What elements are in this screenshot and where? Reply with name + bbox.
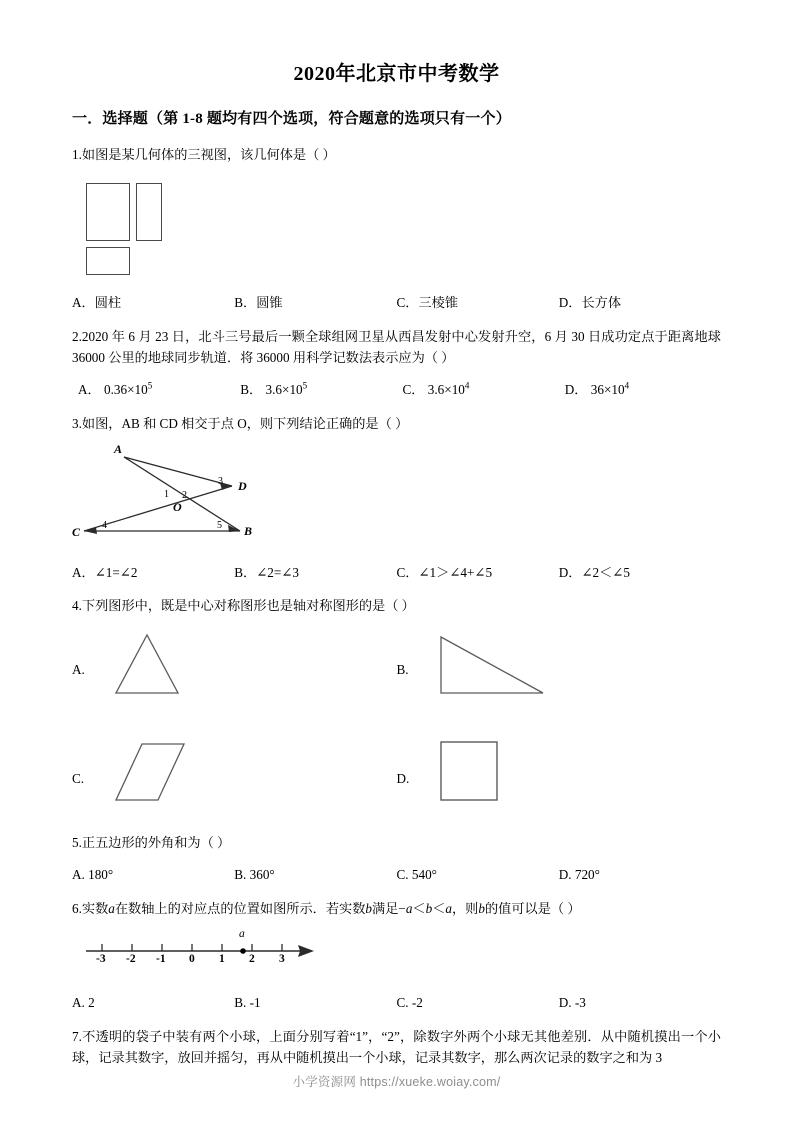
- option-2-b-letter: B．: [240, 382, 263, 398]
- question-6-figure: [72, 925, 721, 981]
- q6-var-a-2: a: [405, 900, 413, 916]
- option-4-b-letter: B.: [396, 662, 409, 678]
- option-2-b-mantissa: 3.6: [265, 382, 283, 398]
- parallelogram-shape: [102, 736, 212, 821]
- option-2-d-letter: D．: [564, 382, 588, 398]
- option-2-c-mantissa: 3.6: [427, 382, 445, 398]
- option-2-b[interactable]: B． $3.6\times 10^5$: [240, 381, 308, 398]
- point-label-o: O: [173, 499, 182, 514]
- option-2-b-base: 10: [289, 382, 303, 398]
- question-4-shape-row-1: [72, 627, 721, 712]
- q6-part-3: 满足: [372, 900, 399, 916]
- footer-watermark: 小学资源网 https://xueke.woiay.com/: [292, 1075, 501, 1089]
- question-3-figure: [72, 439, 721, 551]
- option-2-a[interactable]: A． $0.36\times 10^5$: [78, 381, 153, 398]
- number-line-svg: [72, 925, 332, 981]
- option-4-d-letter: D.: [396, 771, 410, 787]
- option-2-c[interactable]: C． $3.6\times 10^4$: [402, 381, 470, 398]
- q6-var-a-3: a: [445, 900, 452, 916]
- question-6-text: [72, 898, 721, 919]
- angle-label-3: 3: [218, 475, 223, 487]
- question-5-text: 5.正五边形的外角和为（ ）: [72, 834, 231, 850]
- option-4-a-letter: A.: [72, 662, 85, 678]
- point-label-a: A: [114, 441, 123, 456]
- option-5-b[interactable]: B. 360°: [234, 867, 275, 883]
- option-1-b[interactable]: B．圆锥: [234, 294, 283, 310]
- q6-var-a-1: a: [108, 900, 115, 916]
- question-3-text: 3.如图，AB 和 CD 相交于点 O，则下列结论正确的是（ ）: [72, 416, 409, 432]
- number-line-tick-3: 3: [279, 953, 285, 966]
- q6-part-2: 在数轴上的对应点的位置如图所示．若实数: [114, 900, 366, 916]
- number-line-point-label-a: a: [239, 928, 245, 941]
- option-6-c[interactable]: C. -2: [396, 995, 423, 1011]
- isosceles-triangle-shape: [102, 627, 212, 712]
- square-shape: [427, 736, 557, 821]
- option-4-c[interactable]: [72, 736, 397, 821]
- question-1-text: 1.如图是某几何体的三视图，该几何体是（ ）: [72, 146, 336, 162]
- option-4-b[interactable]: [397, 627, 722, 712]
- q6-var-b-3: b: [478, 900, 485, 916]
- number-line-tick-1: 1: [219, 953, 225, 966]
- option-2-d-base: 10: [611, 382, 625, 398]
- q6-var-b-1: b: [365, 900, 373, 916]
- option-2-c-letter: C．: [402, 382, 425, 398]
- option-2-d-exponent: 4: [624, 381, 630, 392]
- point-label-d: D: [238, 478, 247, 493]
- option-5-c[interactable]: C. 540°: [396, 867, 437, 883]
- right-triangle-shape: [427, 627, 557, 712]
- question-5-options: [72, 865, 721, 885]
- angle-label-5: 5: [217, 519, 222, 531]
- page-title: 2020年北京市中考数学: [293, 63, 500, 85]
- option-2-a-letter: A．: [78, 382, 101, 398]
- number-line-tick--1: -1: [156, 953, 166, 966]
- point-label-b: B: [244, 523, 253, 538]
- option-6-d[interactable]: D. -3: [558, 995, 586, 1011]
- question-7-text: 7.不透明的袋子中装有两个小球，上面分别写着“1”，“2”，除数字外两个小球无其他差别．从中随机摸出一个小球，记录其数字，放回并摇匀，再从中随机摸出一个小球，记录其数字，那么两次记录的数字之和为 3: [72, 1029, 721, 1066]
- question-6-options: [72, 993, 721, 1013]
- option-1-c[interactable]: C．三棱锥: [396, 294, 459, 310]
- q6-minus: −: [398, 900, 406, 916]
- number-line-tick--2: -2: [126, 953, 136, 966]
- side-view-rectangle: [136, 183, 162, 241]
- option-4-d[interactable]: [397, 736, 722, 821]
- option-1-d[interactable]: D．长方体: [558, 294, 622, 310]
- option-3-b[interactable]: B．∠2=∠3: [234, 564, 299, 580]
- q6-lt-2: ＜: [432, 900, 446, 916]
- option-2-c-exponent: 4: [464, 381, 470, 392]
- option-1-a[interactable]: A．圆柱: [72, 294, 122, 310]
- section-heading: 一．选择题（第 1-8 题均有四个选项，符合题意的选项只有一个）: [72, 111, 511, 127]
- option-2-a-exponent: 5: [147, 381, 153, 392]
- option-5-d[interactable]: D. 720°: [558, 867, 600, 883]
- question-2-text: 2.2020 年 6 月 23 日，北斗三号最后一颗全球组网卫星从西昌发射中心发射升空，6 月 30 日成功定点于距离地球 36000 公里的地球同步轨道．将 36000 用科学记数法表示应为（ ）: [72, 328, 721, 366]
- front-view-rectangle: [86, 183, 130, 241]
- q6-lt-1: ＜: [412, 900, 426, 916]
- option-3-c[interactable]: C．∠1＞∠4+∠5: [396, 564, 493, 580]
- option-3-d[interactable]: D．∠2＜∠5: [558, 564, 630, 580]
- number-line-tick--3: -3: [96, 953, 106, 966]
- angle-label-1: 1: [164, 488, 169, 500]
- document-content: [0, 108, 793, 1069]
- option-2-b-exponent: 5: [302, 381, 308, 392]
- number-line-tick-0: 0: [189, 953, 195, 966]
- option-2-a-base: 10: [134, 382, 148, 398]
- point-label-c: C: [72, 524, 81, 539]
- q6-part-1: 6.实数: [72, 900, 109, 916]
- question-1-figure: [72, 173, 721, 281]
- option-2-d-mantissa: 36: [590, 382, 604, 398]
- q6-var-b-2: b: [425, 900, 433, 916]
- question-2-options: [72, 380, 721, 400]
- option-4-a[interactable]: [72, 627, 397, 712]
- question-4-shape-row-2: [72, 736, 721, 821]
- angle-label-2: 2: [182, 489, 187, 501]
- q6-part-5: 的值可以是（ ）: [484, 900, 581, 916]
- question-4-text: 4.下列图形中，既是中心对称图形也是轴对称图形的是（ ）: [72, 598, 415, 614]
- option-2-a-mantissa: 0.36: [104, 382, 128, 398]
- option-5-a[interactable]: A. 180°: [72, 867, 114, 883]
- number-line-tick-2: 2: [249, 953, 255, 966]
- option-2-d[interactable]: D． $36\times 10^4$: [564, 381, 630, 398]
- option-2-c-base: 10: [451, 382, 465, 398]
- top-view-rectangle: [86, 247, 130, 275]
- q6-part-4: ，则: [451, 900, 479, 916]
- question-3-options: [72, 563, 721, 583]
- angle-label-4: 4: [102, 519, 107, 531]
- option-6-b[interactable]: B. -1: [234, 995, 261, 1011]
- question-1-options: [72, 293, 721, 313]
- option-4-c-letter: C.: [72, 771, 85, 787]
- option-3-a[interactable]: A．∠1=∠2: [72, 564, 138, 580]
- option-6-a[interactable]: A. 2: [72, 995, 95, 1011]
